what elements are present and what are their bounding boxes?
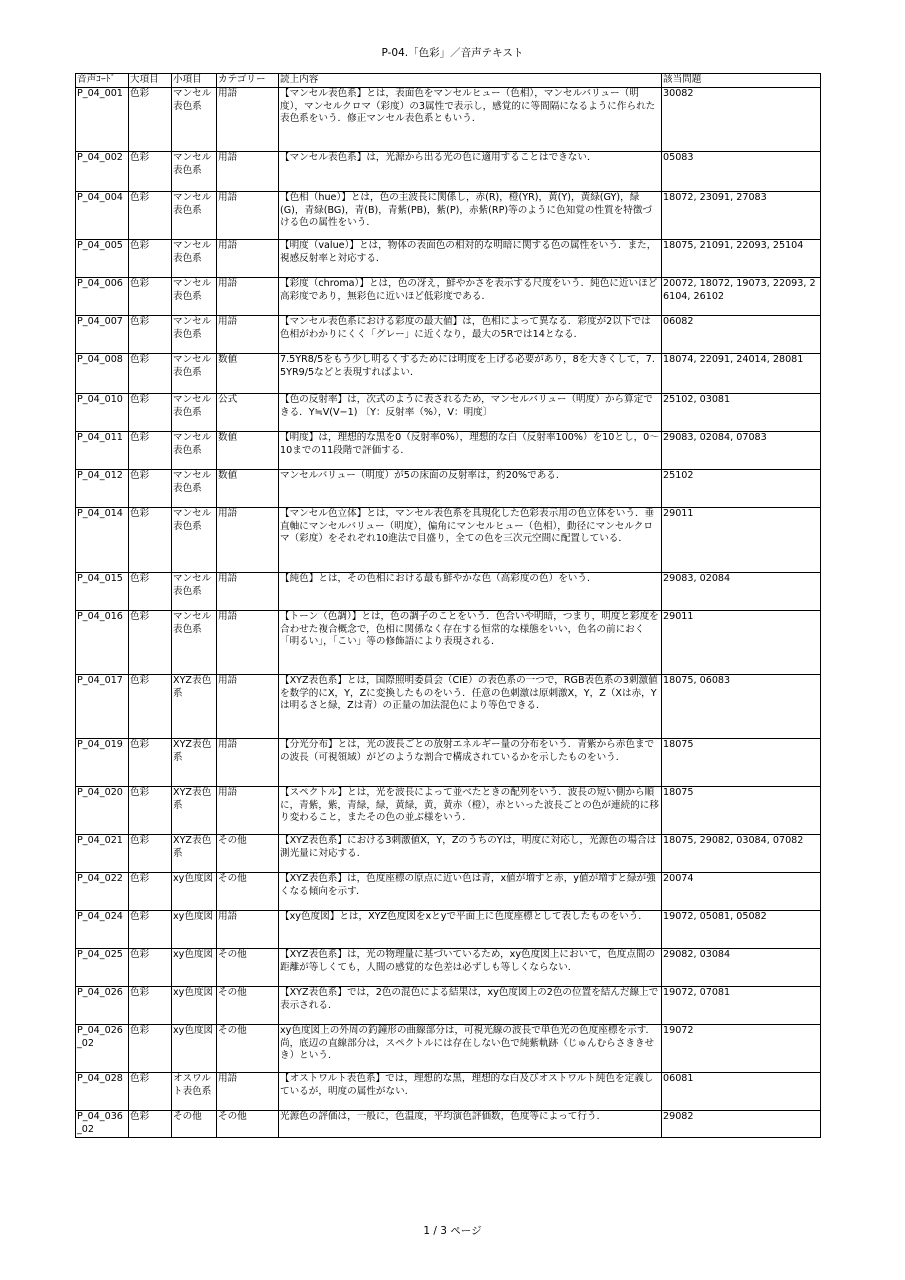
cell-text: 【XYZ表色系】では，2色の混色による結果は，xy色度図上の2色の位置を結んだ線上で表示される．	[279, 987, 662, 1025]
table-row	[76, 354, 821, 394]
cell-major: 色彩	[129, 508, 172, 573]
cell-code: P_04_012	[76, 470, 129, 508]
cell-code: P_04_008	[76, 354, 129, 394]
cell-code: P_04_011	[76, 432, 129, 470]
cell-text: 【マンセル表色系における彩度の最大値】は，色相によって異なる．彩度が2以下では色相がわかりにくく「グレー」に近くなり，最大の5Rでは14となる．	[279, 316, 662, 354]
table-row	[76, 835, 821, 873]
cell-minor: XYZ表色系	[172, 787, 217, 835]
cell-major: 色彩	[129, 573, 172, 611]
cell-code: P_04_022	[76, 873, 129, 911]
cell-category: 用語	[217, 675, 279, 739]
cell-text: xy色度図上の外周の釣鐘形の曲線部分は，可視光線の波長で単色光の色度座標を示す．尚，底辺の直線部分は，スペクトルには存在しない色で純紫軌跡（じゅんむらさききせき）という．	[279, 1025, 662, 1073]
cell-text: 【XYZ表色系】は，光の物理量に基づいているため，xy色度図上において，色度点間の距離が等しくても，人間の感覚的な色差は必ずしも等しくならない．	[279, 949, 662, 987]
cell-major: 色彩	[129, 835, 172, 873]
cell-major: 色彩	[129, 987, 172, 1025]
cell-category: 用語	[217, 278, 279, 316]
cell-code: P_04_036_02	[76, 1111, 129, 1138]
cell-text: 【彩度（chroma）】とは，色の冴え，鮮やかさを表示する尺度をいう．純色に近いほど高彩度であり，無彩色に近いほど低彩度である．	[279, 278, 662, 316]
cell-minor: マンセル表色系	[172, 354, 217, 394]
cell-code: P_04_004	[76, 192, 129, 240]
cell-text: 【色の反射率】は，次式のように表されるため，マンセルバリュー（明度）から算定できる．Y≒V(V−1) 〔Y：反射率（%），V：明度〕	[279, 394, 662, 432]
cell-major: 色彩	[129, 873, 172, 911]
table-row	[76, 508, 821, 573]
table-row	[76, 192, 821, 240]
cell-category: 数値	[217, 354, 279, 394]
cell-code: P_04_014	[76, 508, 129, 573]
cell-refs: 19072, 07081	[662, 987, 821, 1025]
cell-major: 色彩	[129, 949, 172, 987]
cell-code: P_04_024	[76, 911, 129, 949]
cell-category: その他	[217, 949, 279, 987]
cell-code: P_04_020	[76, 787, 129, 835]
cell-text: 【XYZ表色系】は，色度座標の原点に近い色は青，x値が増すと赤，y値が増すと緑が強くなる傾向を示す．	[279, 873, 662, 911]
cell-minor: オスワルト表色系	[172, 1073, 217, 1111]
cell-minor: その他	[172, 1111, 217, 1138]
cell-code: P_04_002	[76, 152, 129, 192]
cell-refs: 29083, 02084	[662, 573, 821, 611]
cell-category: 公式	[217, 394, 279, 432]
table-row	[76, 573, 821, 611]
cell-refs: 18075, 21091, 22093, 25104	[662, 240, 821, 278]
table-row	[76, 873, 821, 911]
cell-text: 【分光分布】とは，光の波長ごとの放射エネルギー量の分布をいう．青紫から赤色までの波長（可視領域）がどのような割合で構成されているかを示したものをいう．	[279, 739, 662, 787]
cell-refs: 18072, 23091, 27083	[662, 192, 821, 240]
cell-category: 用語	[217, 739, 279, 787]
cell-category: 数値	[217, 432, 279, 470]
cell-text: 光源色の評価は，一般に，色温度，平均演色評価数，色度等によって行う．	[279, 1111, 662, 1138]
cell-refs: 29083, 02084, 07083	[662, 432, 821, 470]
cell-text: 【マンセル色立体】とは，マンセル表色系を具現化した色彩表示用の色立体をいう．垂直軸にマンセルバリュー（明度），偏角にマンセルヒュー（色相），動径にマンセルクロマ（彩度）をそれぞれ10進法で目盛り，全ての色を三次元空間に配置している．	[279, 508, 662, 573]
cell-refs: 19072, 05081, 05082	[662, 911, 821, 949]
cell-category: その他	[217, 1111, 279, 1138]
cell-code: P_04_026	[76, 987, 129, 1025]
cell-major: 色彩	[129, 787, 172, 835]
table-row	[76, 787, 821, 835]
cell-text: 【明度】は，理想的な黒を0（反射率0%），理想的な白（反射率100%）を10とし，0～10までの11段階で評価する．	[279, 432, 662, 470]
cell-category: 用語	[217, 88, 279, 152]
cell-code: P_04_001	[76, 88, 129, 152]
cell-text: 【XYZ表色系】とは，国際照明委員会（CIE）の表色系の一つで，RGB表色系の3刺激値を数学的にX，Y，Zに変換したものをいう．任意の色刺激は原刺激X，Y，Z（Xは赤，Yは明るさと緑，Zは青）の正量の加法混色により等色できる．	[279, 675, 662, 739]
cell-minor: マンセル表色系	[172, 192, 217, 240]
cell-refs: 20072, 18072, 19073, 22093, 26104, 26102	[662, 278, 821, 316]
cell-text: 7.5YR8/5をもう少し明るくするためには明度を上げる必要があり，8を大きくして，7.5YR9/5などと表現すればよい．	[279, 354, 662, 394]
table-row	[76, 316, 821, 354]
cell-text: 【スペクトル】とは，光を波長によって並べたときの配列をいう．波長の短い側から順に，青紫，紫，青緑，緑，黄緑，黄，黄赤（橙），赤といった波長ごとの色が連続的に移り変わること，またその色の並ぶ様をいう．	[279, 787, 662, 835]
cell-minor: マンセル表色系	[172, 240, 217, 278]
cell-text: 【色相（hue）】とは，色の主波長に関係し，赤(R)，橙(YR)，黄(Y)，黄緑(GY)，緑(G)，青緑(BG)，青(B)，青紫(PB)，紫(P)，赤紫(RP)等のように色知覚の性質を特徴づける色の属性をいう．	[279, 192, 662, 240]
cell-text: 【純色】とは，その色相における最も鮮やかな色（高彩度の色）をいう．	[279, 573, 662, 611]
cell-minor: マンセル表色系	[172, 278, 217, 316]
cell-code: P_04_007	[76, 316, 129, 354]
cell-minor: マンセル表色系	[172, 573, 217, 611]
cell-code: P_04_025	[76, 949, 129, 987]
cell-text: 【XYZ表色系】における3刺激値X，Y，ZのうちのYは，明度に対応し，光源色の場合は測光量に対応する．	[279, 835, 662, 873]
cell-refs: 25102, 03081	[662, 394, 821, 432]
cell-refs: 18074, 22091, 24014, 28081	[662, 354, 821, 394]
column-header-major: 大項目	[129, 74, 172, 88]
table-row	[76, 949, 821, 987]
table-row	[76, 152, 821, 192]
cell-refs: 29011	[662, 508, 821, 573]
cell-text: マンセルバリュー（明度）が5の床面の反射率は，約20%である．	[279, 470, 662, 508]
cell-refs: 06082	[662, 316, 821, 354]
cell-refs: 29011	[662, 611, 821, 675]
table-row	[76, 1073, 821, 1111]
cell-minor: マンセル表色系	[172, 508, 217, 573]
column-header-code: 音声ｺｰﾄﾞ	[76, 74, 129, 88]
cell-text: 【トーン（色調）】とは，色の調子のことをいう．色合いや明暗，つまり，明度と彩度を合わせた複合概念で，色相に関係なく存在する恒常的な様態をいい，色名の前におく「明るい」，「こい」等の修飾語により表現される．	[279, 611, 662, 675]
table-header-row	[76, 74, 821, 88]
cell-code: P_04_026_02	[76, 1025, 129, 1073]
column-header-category: カテゴリー	[217, 74, 279, 88]
cell-minor: マンセル表色系	[172, 88, 217, 152]
cell-minor: xy色度図	[172, 873, 217, 911]
cell-minor: xy色度図	[172, 987, 217, 1025]
cell-refs: 18075	[662, 739, 821, 787]
cell-major: 色彩	[129, 278, 172, 316]
cell-major: 色彩	[129, 1073, 172, 1111]
voice-text-table	[75, 73, 821, 1138]
cell-category: 用語	[217, 316, 279, 354]
cell-code: P_04_016	[76, 611, 129, 675]
table-row	[76, 240, 821, 278]
table-row	[76, 1025, 821, 1073]
cell-minor: XYZ表色系	[172, 739, 217, 787]
cell-minor: マンセル表色系	[172, 394, 217, 432]
cell-code: P_04_028	[76, 1073, 129, 1111]
cell-category: その他	[217, 1025, 279, 1073]
table-row	[76, 987, 821, 1025]
cell-major: 色彩	[129, 316, 172, 354]
cell-refs: 06081	[662, 1073, 821, 1111]
cell-category: 用語	[217, 508, 279, 573]
cell-major: 色彩	[129, 1025, 172, 1073]
cell-text: 【マンセル表色系】とは，表面色をマンセルヒュー（色相），マンセルバリュー（明度），マンセルクロマ（彩度）の3属性で表示し，感覚的に等間隔になるように作られた表色系をいう．修正マンセル表色系ともいう．	[279, 88, 662, 152]
cell-category: 用語	[217, 911, 279, 949]
cell-major: 色彩	[129, 675, 172, 739]
table-row	[76, 739, 821, 787]
cell-major: 色彩	[129, 240, 172, 278]
cell-major: 色彩	[129, 152, 172, 192]
cell-code: P_04_015	[76, 573, 129, 611]
cell-category: 用語	[217, 611, 279, 675]
column-header-minor: 小項目	[172, 74, 217, 88]
column-header-text: 読上内容	[279, 74, 662, 88]
cell-major: 色彩	[129, 470, 172, 508]
cell-text: 【xy色度図】とは，XYZ色度図をxとyで平面上に色度座標として表したものをいう．	[279, 911, 662, 949]
page-footer: 1 / 3 ページ	[423, 1225, 482, 1237]
cell-minor: マンセル表色系	[172, 152, 217, 192]
table-row	[76, 611, 821, 675]
cell-major: 色彩	[129, 911, 172, 949]
cell-code: P_04_017	[76, 675, 129, 739]
cell-refs: 18075, 06083	[662, 675, 821, 739]
cell-major: 色彩	[129, 394, 172, 432]
cell-category: 用語	[217, 573, 279, 611]
table-row	[76, 675, 821, 739]
cell-refs: 20074	[662, 873, 821, 911]
cell-refs: 18075	[662, 787, 821, 835]
cell-category: 用語	[217, 152, 279, 192]
cell-code: P_04_005	[76, 240, 129, 278]
table-row	[76, 394, 821, 432]
cell-text: 【オストワルト表色系】では，理想的な黒，理想的な白及びオストワルト純色を定義しているが，明度の属性がない．	[279, 1073, 662, 1111]
cell-refs: 19072	[662, 1025, 821, 1073]
cell-minor: xy色度図	[172, 911, 217, 949]
cell-minor: マンセル表色系	[172, 611, 217, 675]
cell-category: 用語	[217, 787, 279, 835]
cell-refs: 29082, 03084	[662, 949, 821, 987]
cell-major: 色彩	[129, 611, 172, 675]
cell-major: 色彩	[129, 432, 172, 470]
cell-refs: 30082	[662, 88, 821, 152]
cell-code: P_04_019	[76, 739, 129, 787]
cell-minor: マンセル表色系	[172, 316, 217, 354]
cell-code: P_04_010	[76, 394, 129, 432]
cell-minor: xy色度図	[172, 1025, 217, 1073]
page-title: P-04.「色彩」／音声テキスト	[381, 47, 524, 59]
table-row	[76, 278, 821, 316]
cell-refs: 25102	[662, 470, 821, 508]
cell-major: 色彩	[129, 192, 172, 240]
table-row	[76, 1111, 821, 1138]
cell-minor: XYZ表色系	[172, 835, 217, 873]
table-row	[76, 432, 821, 470]
cell-major: 色彩	[129, 88, 172, 152]
table-row	[76, 88, 821, 152]
cell-code: P_04_006	[76, 278, 129, 316]
cell-minor: XYZ表色系	[172, 675, 217, 739]
cell-text: 【明度（value）】とは，物体の表面色の相対的な明暗に関する色の属性をいう．また，視感反射率と対応する．	[279, 240, 662, 278]
cell-category: その他	[217, 987, 279, 1025]
cell-category: 用語	[217, 192, 279, 240]
cell-major: 色彩	[129, 1111, 172, 1138]
cell-major: 色彩	[129, 354, 172, 394]
cell-category: その他	[217, 873, 279, 911]
cell-category: 数値	[217, 470, 279, 508]
cell-minor: マンセル表色系	[172, 470, 217, 508]
cell-category: 用語	[217, 1073, 279, 1111]
cell-minor: xy色度図	[172, 949, 217, 987]
table-row	[76, 911, 821, 949]
cell-category: その他	[217, 835, 279, 873]
cell-code: P_04_021	[76, 835, 129, 873]
column-header-refs: 該当問題	[662, 74, 821, 88]
cell-refs: 29082	[662, 1111, 821, 1138]
cell-category: 用語	[217, 240, 279, 278]
cell-major: 色彩	[129, 739, 172, 787]
table-row	[76, 470, 821, 508]
cell-minor: マンセル表色系	[172, 432, 217, 470]
cell-text: 【マンセル表色系】は，光源から出る光の色に適用することはできない．	[279, 152, 662, 192]
cell-refs: 18075, 29082, 03084, 07082	[662, 835, 821, 873]
cell-refs: 05083	[662, 152, 821, 192]
